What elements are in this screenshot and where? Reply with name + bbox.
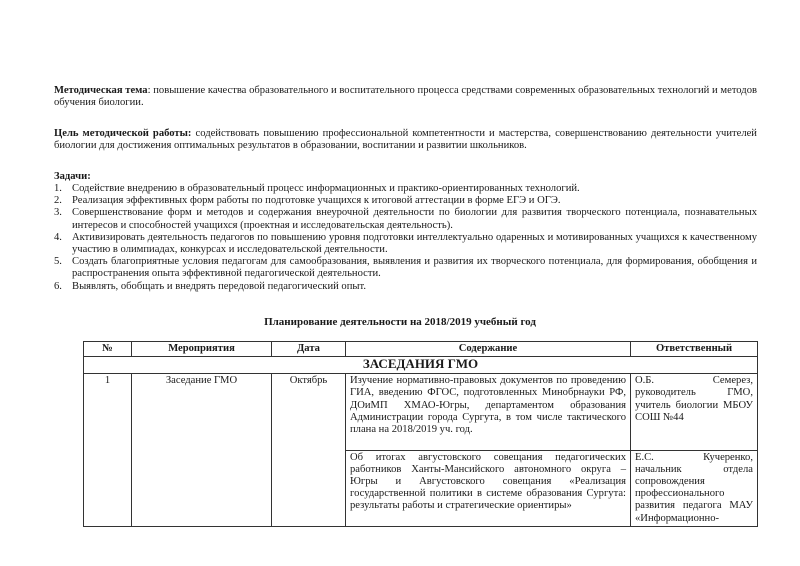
task-item [54, 207, 757, 231]
task-item [54, 232, 757, 256]
row-content: Об итогах августовского совещания педагогических работников Ханты-Мансийского автономного округа – Югры и Августовского совещания «Реализация государственной политики в системе образования Сургута: результаты работы и стратегические ориентиры» [346, 450, 631, 527]
tasks-title: Задачи: [54, 171, 91, 182]
task-number: 4. [54, 231, 62, 243]
task-text: Создать благоприятные условия педагогам для самообразования, выявления и развития их творческого потенциала, для формирования, обобщения и распространения опыта эффективной педагогической деятельности. [72, 256, 757, 280]
header-date: Дата [272, 342, 346, 357]
header-events: Мероприятия [132, 342, 272, 357]
section-row [84, 357, 758, 374]
task-number: 3. [54, 207, 62, 219]
header-responsible: Ответственный [631, 342, 758, 357]
task-number: 2. [54, 195, 62, 207]
table-row [84, 374, 758, 450]
work-goal-label: Цель методической работы: [54, 128, 192, 139]
task-text: Содействие внедрению в образовательный процесс информационных и практико-ориентированных технологий. [72, 183, 580, 194]
plan-title: Планирование деятельности на 2018/2019 учебный год [264, 316, 536, 328]
header-number: № [84, 342, 132, 357]
plan-table [83, 341, 758, 527]
task-text: Активизировать деятельность педагогов по повышению уровня подготовки интеллектуально одаренных и мотивированных учащихся к качественному участию в олимпиадах, конкурсах и исследовательской деятельности. [72, 231, 757, 256]
work-goal-text: содействовать повышению профессиональной компетентности и мастерства, совершенствованию деятельности учителей биологии для достижения оптимальных результатов в образовании, воспитании и развитии школьников. [54, 128, 757, 152]
tasks-list [54, 183, 757, 293]
row-responsible: Е.С. Кучеренко, начальник отдела сопровождения профессионального развития педагога МАУ «Информационно- [631, 450, 758, 527]
section-title: ЗАСЕДАНИЯ ГМО [84, 357, 758, 374]
methodical-theme-label: Методическая тема [54, 85, 148, 96]
methodical-theme [54, 85, 757, 109]
task-item [54, 195, 757, 207]
table-header-row [84, 342, 758, 357]
row-number: 1 [84, 374, 132, 527]
methodical-theme-text: : повышение качества образовательного и воспитательного процесса средствами современных образовательных технологий и методов обучения биологии. [54, 85, 757, 109]
task-text: Реализация эффективных форм работы по подготовке учащихся к итоговой аттестации в форме ЕГЭ и ОГЭ. [72, 195, 561, 207]
task-number: 6. [54, 280, 62, 292]
task-item [54, 183, 757, 195]
task-text: Выявлять, обобщать и внедрять передовой педагогический опыт. [72, 280, 366, 292]
task-item [54, 256, 757, 280]
task-text: Совершенствование форм и методов и содержания внеурочной деятельности по биологии для развития творческого потенциала, познавательных интересов и способностей учащихся (проектная и исследовательская деятельность). [72, 207, 757, 231]
header-content: Содержание [346, 342, 631, 357]
task-item [54, 281, 757, 293]
row-responsible: О.Б. Семерез, руководитель ГМО, учитель биологии МБОУ СОШ №44 [631, 374, 758, 450]
row-event: Заседание ГМО [132, 374, 272, 527]
task-number: 1. [54, 183, 62, 194]
row-date: Октябрь [272, 374, 346, 527]
work-goal [54, 128, 757, 152]
task-number: 5. [54, 256, 62, 268]
row-content: Изучение нормативно-правовых документов по проведению ГИА, введению ФГОС, подготовленных Минобрнауки РФ, ДОиМП ХМАО-Югры, департаментом образования Администрации города Сургута, в том числе тактического плана на 2018/2019 уч. год. [346, 374, 631, 450]
